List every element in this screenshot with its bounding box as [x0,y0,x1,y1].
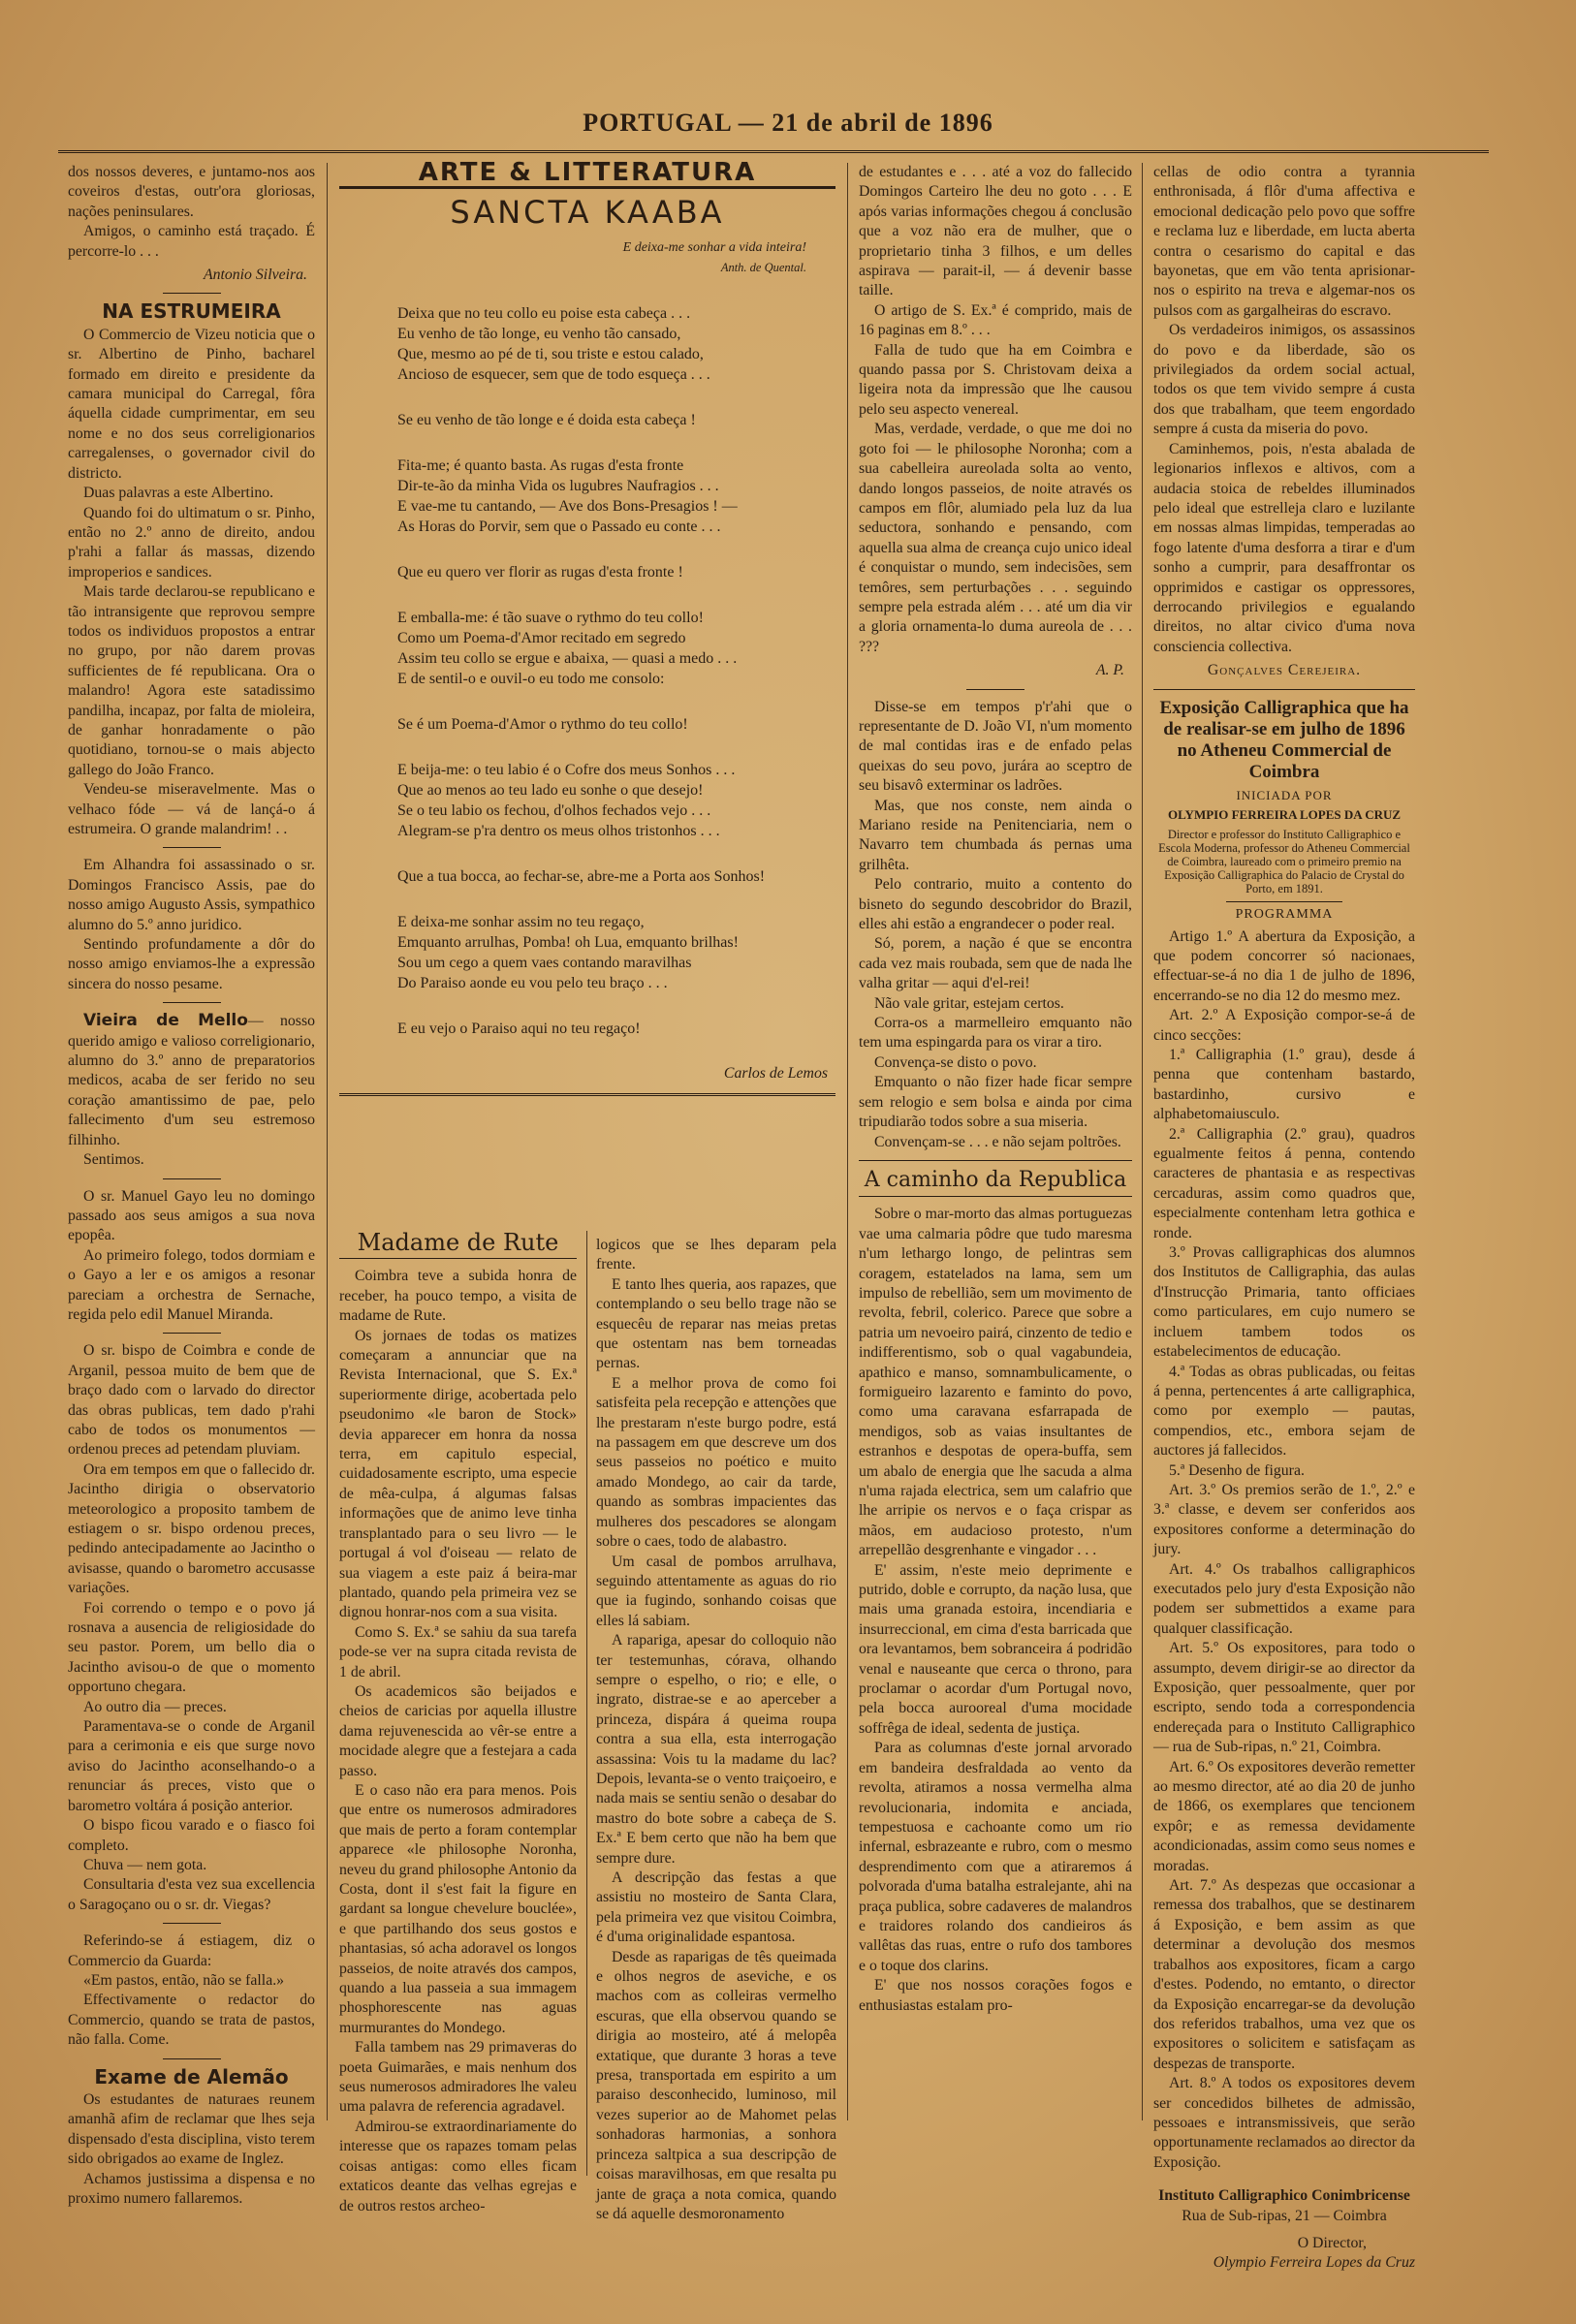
signature: Gonçalves Cerejeira. [1207,662,1362,679]
poem-line: E de sentil-o e ouvil-o eu todo me consolo: [397,670,665,687]
poem-line: Que, mesmo ao pé de ti, sou triste e estou calado, [397,345,704,362]
paragraph: Art. 6.º Os expositores deverão remetter ao mesmo director, até ao dia 20 de junho de 1866, os exemplares que tencionem expôr; e as remessa devidamente acondicionadas, assim como seus nomes e moradas. [1153,1758,1415,1874]
paragraph: Art. 2.º A Exposição compor-se-á de cinco secções: [1153,1007,1415,1044]
poem-line: Que ao menos ao teu lado eu sonhe o que desejo! [397,781,704,799]
paragraph: O Commercio de Vizeu noticia que o sr. Albertino de Pinho, bacharel formado em direito e presidente da camara municipal do Carregal, fôra áquella cidade cumprimentar, em seu nome e no dos seus correligionarios carregalenses, o governador civil do districto. [68,326,315,482]
poem-stanza [397,760,835,841]
separator [966,689,1024,690]
column-rule [847,163,848,2120]
poem-line: E beija-me: o teu labio é o Cofre dos meus Sonhos . . . [397,761,736,778]
poem-line: Alegram-se p'ra dentro os meus olhos tristonhos . . . [397,822,720,839]
poem-line: Eu venho de tão longe, eu venho tão cansado, [397,325,681,342]
article-title-madame-de-rute: Madame de Rute [339,1233,577,1259]
column-1 [68,163,315,2207]
paragraph: Art. 5.º Os expositores, para todo o assumpto, devem dirigir-se ao director da Exposição, quer pessoalmente, quer por escripto, sendo toda a correspondencia endereçada para o Instituto Calligraphico — rua de Sub-ripas, n.º 21, Coimbra. [1153,1640,1415,1756]
poem-line: E eu vejo o Paraiso aqui no teu regaço! [397,1020,641,1037]
signature: A. P. [1095,662,1124,679]
exposition-iniciada: INICIADA POR [1236,787,1333,802]
section-rule [339,1093,835,1096]
paragraph: Amigos, o caminho está traçado. É percorre-lo . . . [68,223,315,260]
paragraph: Sentimos. [83,1151,144,1169]
madame-de-rute-col-b [596,1236,836,2222]
paragraph: de estudantes e . . . até a voz do fallecido Domingos Carteiro lhe deu no goto . . . E após varias informações chegou á conclusão que a voz não era de mulher, que o proprietario tinha 3 filhos, e um delles aspirava — parait-il, — á devenir basse taille. [859,164,1132,299]
exposition-organizer: OLYMPIO FERREIRA LOPES DA CRUZ [1167,806,1402,822]
section-rule [859,1160,1132,1161]
column-rule [327,163,328,2120]
poem-title: SANCTA KAABA [450,194,725,232]
paragraph: O sr. bispo de Coimbra e conde de Arganil, pessoa muito de bem que de braço dado com o larvado do director das obras publicas, tem dado p'rahi cabo de todos os monumentos — ordenou preces ad petendam pluviam. [68,1342,315,1459]
poem-line: Do Paraiso aonde eu vou pelo teu braço . . . [397,974,668,991]
paragraph: Duas palavras a este Albertino. [83,485,274,502]
separator [163,847,221,848]
poem-stanza [397,562,835,582]
paragraph: Mais tarde declarou-se republicano e tão intransigente que reprovou sempre todos os individuos propostos a entrar no grupo, por não darem provas sufficientes de fé republicana. Ora o malandro! Agora este satadissimo pandilha, incapaz, por falta de mioleira, de ganhar honradamente o pão quotidiano, tornou-se o mais abjecto gallego do João Franco. [68,583,315,778]
paragraph: Corra-os a marmelleiro emquanto não tem uma espingarda para os virar a tiro. [859,1015,1132,1052]
paragraph: E o caso não era para menos. Pois que entre os numerosos admiradores que mais de perto a foram contemplar apparece «le philosophe Noronha, neveu du grand philosophe Antonio da Costa, dont il s'est fait la figure en gardant sa longue chevelure bouclée», e que partilhando dos seus gostos e phantasias, só acha adoravel os longos passeios, de noite através dos campos, quando a lua passeia a sua immagem phosphorescente nas aguas murmurantes do Mondego. [339,1781,577,2036]
poem-line: Como um Poema-d'Amor recitado em segredo [397,629,686,646]
paragraph: Os jornaes de todas os matizes começaram a annunciar que na Revista Internacional, que S. Ex.ª superiormente dirige, acobertada pelo pseudonimo «le baron de Stock» devia apparecer em honra da nossa terra, em capitulo especial, cuidadosamente escripto, uma especie de mêa-culpa, á algumas falsas informações que de animo leve tinha transplantado para o seu livro — le portugal á vol d'oiseau — relato de sua viagem a este paiz á beira-mar plantado, quando pela primeira vez se dignou honrar-nos com a sua visita. [339,1327,577,1621]
separator [163,1178,221,1179]
poem-stanza [397,714,835,735]
poem-line: Se o teu labio os fechou, d'olhos fechados vejo . . . [397,801,711,819]
masthead-rule [58,150,1489,153]
paragraph: Um casal de pombos arrulhava, seguindo attentamente as aguas do rio que ia fugindo, sonhando coisas que elles lá sabiam. [596,1553,836,1629]
paragraph: Quando foi do ultimatum o sr. Pinho, então no 2.º anno de direito, andou p'rahi a fallar ás massas, dizendo improperios e sandices. [68,504,315,581]
paragraph: Admirou-se extraordinariamente do interesse que os rapazes tomam pelas coisas antigas: como elles ficam extaticos deante das velhas egrejas e de outros restos archeo- [339,2118,577,2214]
poem-line: As Horas do Porvir, sem que o Passado eu conte . . . [397,518,721,535]
paragraph: 1.ª Calligraphia (1.º grau), desde á penna que contenham bastardo, bastardinho, cursivo e alphabetomaiusculo. [1153,1047,1415,1123]
poem-stanza [397,455,835,537]
paragraph: 2.ª Calligraphia (2.º grau), quadros egualmente feitos á penna, contendo caracteres de phantasia e as respectivas cercaduras, assim como quadros que, especialmente contenham letra gothica e ronde. [1153,1125,1415,1241]
column-5 [1153,163,1415,2272]
paragraph: logicos que se lhes deparam pela frente. [596,1237,836,1273]
paragraph: Ora em tempos em que o fallecido dr. Jacintho dirigia o observatorio meteorologico a proposito tambem de estiagem o sr. bispo ordenou preces, pedindo antecipadamente ao Jacintho o avisasse, quando o barometro accusasse variações. [68,1460,315,1597]
arte-litteratura-section [339,158,835,1209]
poem-line: E vae-me tu cantando, — Ave dos Bons-Presagios ! — [397,497,738,515]
column-rule [1142,163,1143,2120]
poem-line: Que a tua bocca, ao fechar-se, abre-me a Porta aos Sonhos! [397,867,766,885]
paragraph: Coimbra teve a subida honra de receber, ha pouco tempo, a visita de madame de Rute. [339,1268,577,1325]
paragraph: Só, porem, a nação é que se encontra cada vez mais roubada, sem que de nada lhe valha gritar — aqui d'el-rei! [859,935,1132,992]
paragraph: Os academicos são beijados e cheios de caricias por aquella illustre dama rejuvenescida ao vêr-se entre a mocidade alegre que a festejara a cada passo. [339,1682,577,1779]
programma-heading: PROGRAMMA [1235,906,1334,922]
paragraph: O sr. Manuel Gayo leu no domingo passado aos seus amigos a sua nova epopêa. [68,1187,315,1244]
paragraph: Falla de tudo que ha em Coimbra e quando passa por S. Christovam deixa a ligeira nota da impressão que lhe causou pelo seu aspecto venereal. [859,341,1132,418]
heading-na-estrumeira: NA ESTRUMEIRA [102,299,281,324]
section-header-arte: ARTE & LITTERATURA [339,163,835,189]
poem-line: Emquanto arrulhas, Pomba! oh Lua, emquanto brilhas! [397,933,739,951]
paragraph: Vendeu-se miseravelmente. Mas o velhaco fóde — vá de lançá-o á estrumeira. O grande malandrim! . . [68,781,315,837]
paragraph: dos nossos deveres, e juntamo-nos aos coveiros d'estas, outr'ora gloriosas, nações peninsulares. [68,164,315,220]
institute-address: Rua de Sub-ripas, 21 — Coimbra [1182,2207,1387,2224]
paragraph: «Em pastos, então, não se falla.» [83,1971,285,1989]
paragraph: A rapariga, apesar do colloquio não ter testemunhas, córava, olhando sempre o espelho, o rio; e elle, o ingrato, distrae-se e ao aperceber a princeza, dispára á queima roupa contra a sua ella, esta interrogação assassina: Vois tu la madame du lac? Depois, levanta-se o vento traiçoeiro, e nada mais se sentiu senão o desabar do mastro do bote sobre a cabeça de S. Ex.ª E bem certo que não ha bem que sempre dure. [596,1632,836,1867]
paragraph: Achamos justissima a dispensa e no proximo numero fallaremos. [68,2170,315,2207]
separator [163,1002,221,1003]
paragraph: Falla tambem nas 29 primaveras do poeta Guimarães, e mais nenhum dos seus numerosos admiradores lhe valeu uma palavra de referencia agradavel. [339,2039,577,2116]
paragraph: Sentindo profundamente a dôr do nosso amigo enviamos-lhe a expressão sincera do nosso pesame. [68,936,315,992]
poem-line: Fita-me; é quanto basta. As rugas d'esta fronte [397,456,684,474]
separator [1226,901,1342,902]
separator [163,293,221,294]
paragraph: Desde as raparigas de tês queimada e olhos negros de aseviche, e os machos com as colleiras vermelho escuras, que ella observou quando se dirigia ao mosteiro, até á melopêa extatique, que durante 3 horas a teve presa, transportada em espirito a um paraiso desconhecido, luminoso, mil vezes superior ao de Mahomet pelas sonhadoras harmonias, a sonhora princeza saltpica a sua descripção de coisas maravilhosas, em que resalta pu jante de graça a nota comica, quando se dá aquelle desmoronamento [596,1948,836,2222]
paragraph: Art. 3.º Os premios serão de 1.º, 2.º e 3.ª classe, e devem ser conferidos aos expositores conforme a determinação do jury. [1153,1481,1415,1558]
paragraph: 5.ª Desenho de figura. [1169,1461,1305,1479]
separator [163,2058,221,2059]
paragraph: Disse-se em tempos p'r'ahi que o representante de D. João VI, n'um momento de mal contidas iras e de enfado pelas queixas do seu povo, jurára ao sceptro de seu bisavô exterminar os ladrões. [859,698,1132,795]
paragraph: Convença-se disto o povo. [874,1053,1037,1071]
poem-stanza [397,410,835,430]
poem-signature: Carlos de Lemos [723,1064,828,1082]
section-rule [1153,689,1415,690]
exposition-title: Exposição Calligraphica que ha de realisar-se em julho de 1896 no Atheneu Commercial de Coimbra [1159,697,1409,782]
poem-line: E emballa-me: é tão suave o rythmo do teu collo! [397,609,704,626]
poem-line: Assim teu collo se ergue e abaixa, — quasi a medo . . . [397,649,738,667]
paragraph: Os estudantes de naturaes reunem amanhã afim de reclamar que lhes seja dispensado d'esta disciplina, visto terem sido obrigados ao exame de Inglez. [68,2090,315,2168]
article-title-a-caminho-da-republica: A caminho da Republica [859,1171,1132,1197]
paragraph: Caminhemos, pois, n'esta abalada de legionarios inflexos e altivos, com a audacia stoica de rebeldes illuminados pelo ideal que estrelleja claro e luzilante em nossas almas limpidas, temperadas ao fogo latente d'uma desforra a tirar e d'um sonho a cumprir, para desaffrontar os opprimidos e castigar os oppressores, derrocando privilegios e egualando direitos, no altar civico d'uma nova consciencia collectiva. [1153,440,1415,655]
director-label: O Director, [1297,2234,1367,2251]
paragraph: Não vale gritar, estejam certos. [874,994,1064,1012]
paragraph: Convençam-se . . . e não sejam poltrões. [874,1133,1121,1150]
paragraph: Ao outro dia — preces. [83,1698,227,1715]
paragraph: Em Alhandra foi assassinado o sr. Domingos Francisco Assis, pae do nosso amigo Augusto Assis, sympathico alumno do 5.º anno juridico. [68,857,315,933]
paragraph: Paramentava-se o conde de Arganil para a cerimonia e eis que surge novo aviso do Jacintho aconselhando-o a renunciar ás preces, visto que o barometro voltára á posição anterior. [68,1718,315,1814]
paragraph: O artigo de S. Ex.ª é comprido, mais de 16 paginas em 8.º . . . [859,301,1132,339]
paragraph: Referindo-se á estiagem, diz o Commercio da Guarda: [68,1932,315,1969]
poem-epigraph: E deixa-me sonhar a vida inteira! [622,239,806,255]
paragraph: 3.º Provas calligraphicas dos alumnos dos Institutos de Calligraphia, das aulas d'Instrucção Primaria, tanto officiaes como particulares, em cujo numero se incluem tambem todos os estabelecimentos de educação. [1153,1244,1415,1361]
paragraph: Artigo 1.º A abertura da Exposição, a que podem concorrer só nacionaes, effectuar-se-á no dia 1 de julho de 1896, encerrando-se no dia 12 do mesmo mez. [1153,927,1415,1004]
poem-stanza [397,866,835,887]
director-signature: Olympio Ferreira Lopes da Cruz [1213,2254,1415,2272]
paragraph: E' que nos nossos corações fogos e enthusiastas estalam pro- [859,1977,1132,2014]
paragraph: Mas, verdade, verdade, o que me doi no goto foi — le philosophe Noronha; com a sua cabelleira aureolada solta ao vento, dando longos passeios, de noite através os campos em flôr, alumiado pela luz da lua seductora, sonhando e pensando, com aquella sua alma de creança cujo unico ideal é conquistar o mundo, sem indecisões, sem temôres, sem perturbações . . . seguindo sempre pela estrada além . . . até um dia vir a gloria ornamenta-lo duma aureola de . . . ??? [859,421,1132,655]
separator [163,1923,221,1924]
paragraph: E tanto lhes queria, aos rapazes, que contemplando o seu bello trage não se esquecêu de reparar nas meias pretas que ostentam nas bem torneadas pernas. [596,1275,836,1372]
paragraph: Pelo contrario, muito a contento do bisneto do segundo descobridor do Brazil, elles ahi estão a engrandecer o poder real. [859,876,1132,933]
masthead: PORTUGAL — 21 de abril de 1896 [583,109,993,137]
paragraph: Chuva — nem gota. [83,1856,207,1873]
poem-epigraph-source: Anth. de Quental. [720,261,806,275]
paragraph: Mas, que nos conste, nem ainda o Mariano reside na Penitenciaria, nem o Navarro tem chumbada ás pernas uma grilhêta. [859,797,1132,873]
heading-exame-de-alemao: Exame de Alemão [94,2064,289,2088]
column-4 [859,163,1132,2179]
paragraph: Foi correndo o tempo e o povo já rosnava a ausencia de religiosidade do seu pastor. Porem, um bello dia o Jacintho avisou-o de que o momento opportuno chegara. [68,1599,315,1696]
paragraph: Os verdadeiros inimigos, os assassinos do povo e da liberdade, são os privilegiados da ordem social actual, todos os que tem vivido sempre á custa dos que trabalham, que teem engordado sempre á custa da miseria do povo. [1153,322,1415,438]
paragraph: — nosso querido amigo e valioso correligionario, alumno do 3.º anno de preparatorios medicos, acaba de ser ferido no seu coração amantissimo de pae, pelo fallecimento d'um seu estremoso filhinho. [68,1013,315,1148]
paragraph: Para as columnas d'este jornal arvorado em bandeira desfraldada ao vento da revolta, atiramos a nossa vermelha alma revolucionaria, indomita e anciada, tempestuosa e cachoante como um rio infernal, esbrazeante e rubro, com o mesmo desprendimento com que a atiraremos á polvorada d'uma batalha estralejante, ahi na praça publica, sobre cadaveres de malandros e traidores rolando dos candieiros ás vallêtas das ruas, entre o rufo dos tambores e o toque dos clarins. [859,1740,1132,1974]
paragraph: E' assim, n'este meio deprimente e putrido, doble e corrupto, da nação lusa, que mais uma granada estoira, incendiaria e insurreccional, em cima d'esta barricada que ora levantamos, bem sobranceira á podridão venal e nauseante que cerca o throno, para proclamar o acordar d'um Portugal novo, pela bocca aurooreal d'uma mocidade soffrêga de ideal, sedenta de justiça. [859,1561,1132,1737]
poem-stanza [397,912,835,993]
paragraph: E a melhor prova de como foi satisfeita pela recepção e attenções que lhe prestaram n'este burgo podre, está na passagem em que descreve um dos seus passeios no poético e muito amado Mondego, ao cair da tarde, quando as sombras impacientes das mulheres dos pescadores se alongam sobre o caes, todo de alabastro. [596,1374,836,1551]
paragraph: Ao primeiro folego, todos dormiam e o Gayo a ler e os amigos a resonar pareciam a orchestra de Sernache, regida pelo edil Manuel Miranda. [68,1246,315,1323]
poem-stanza [397,1019,835,1039]
poem-line: Se é um Poema-d'Amor o rythmo do teu collo! [397,715,688,733]
paragraph: O bispo ficou varado e o fiasco foi completo. [68,1817,315,1854]
paragraph: Emquanto o não fizer hade ficar sempre sem relogio e sem bolsa e ainda por cima tripudiarão todos sobre a sua miseria. [859,1074,1132,1131]
separator [163,1333,221,1334]
paragraph: Effectivamente o redactor do Commercio, quando se trata de pastos, não falla. Come. [68,1992,315,2049]
poem-line: Se eu venho de tão longe e é doida esta cabeça ! [397,411,696,428]
poem-line: Ancioso de esquecer, sem que de todo esqueça . . . [397,365,710,383]
paragraph: Sobre o mar-morto das almas portuguezas vae uma calmaria pôdre que tudo maresma n'um lethargo longo, de pelintras sem coragem, estatelados na lama, sem um impulso de rebellião, sem um movimento de revolta, febril, colerico. Parece que sobre a patria um nevoeiro pairá, cinzento de tedio e indifferentismo, sob o qual vagabundeia, apathico e manso, somnambulicamente, o formigueiro lazarento e faminto do povo, como uma caravana esfarrapada de mendigos, sob as vaias insultantes de estranhos e despotas de opera-buffa, sem um abalo de energia que lhe sacuda a alma n'uma rajada electrica, sem um calafrio que lhe arripie os nervos e o faça crispar as mãos, em audacioso protesto, n'um arrepellão desgrenhante e vingador . . . [859,1206,1132,1559]
paragraph: Art. 8.º A todos os expositores devem ser concedidos bilhetes de admissão, pessoaes e intransmissiveis, que serão opportunamente reclamados ao director da Exposição. [1153,2075,1415,2171]
paragraph: Como S. Ex.ª se sahiu da sua tarefa pode-se ver na supra citada revista de 1 de abril. [339,1623,577,1680]
signature: Antonio Silveira. [203,267,307,284]
poem-line: Sou um cego a quem vaes contando maravilhas [397,954,692,971]
poem-line: Deixa que no teu collo eu poise esta cabeça . . . [397,304,691,322]
paragraph: A descripção das festas a que assistiu no mosteiro de Santa Clara, pela primeira vez que visitou Coimbra, é d'uma originalidade espantosa. [596,1869,836,1946]
poem-line: E deixa-me sonhar assim no teu regaço, [397,913,645,930]
poem-stanza [397,608,835,689]
heading-vieira-de-mello: Vieira de Mello [83,1011,248,1031]
paragraph: 4.ª Todas as obras publicadas, ou feitas á penna, pertencentes á arte calligraphica, como por exemplo — pautas, compendios, etc., embora sejam de auctores já fallecidos. [1153,1363,1415,1460]
poem-line: Que eu quero ver florir as rugas d'esta fronte ! [397,563,683,581]
exposition-organizer-desc: Director e professor do Instituto Calligraphico e Escola Moderna, professor do Atheneu Commercial de Coimbra, laureado com o primeiro premio na Exposição Calligraphica do Palacio de Crystal do Porto, em 1891. [1158,827,1410,895]
column-rule [586,1231,587,2176]
poem-line: Dir-te-ão da minha Vida os lugubres Naufragios . . . [397,477,719,494]
paragraph: Art. 7.º As despezas que occasionar a remessa dos trabalhos, que se destinarem á Exposição, e bem assim as que determinar a devolução dos mesmos trabalhos aos expositores, ficam a cargo d'estes. Podendo, no emtanto, o director da Exposição encarregar-se da devolução dos referidos trabalhos, uma vez que os expositores o solicitem e satisfaçam as despezas de transporte. [1153,1877,1415,2072]
paragraph: cellas de odio contra a tyrannia enthronisada, á flôr d'uma affectiva e emocional dedicação pelo povo que soffre e reclama luz e liberdade, em lucta aberta contra o cesarismo do capital e das bayonetas, que em vão tenta aprisionar-nos o espirito na treva e algemar-nos os pulsos com as gargalheiras do escravo. [1153,164,1415,319]
madame-de-rute-col-a [339,1223,577,2214]
poem-stanza [397,303,835,385]
institute-name: Instituto Calligraphico Conimbricense [1158,2187,1410,2205]
paragraph: Consultaria d'esta vez sua excellencia o Saragoçano ou o sr. dr. Viegas? [68,1876,315,1913]
paragraph: Art. 4.º Os trabalhos calligraphicos executados pelo jury d'esta Exposição não podem ser submettidos a exame para qualquer classificação. [1153,1560,1415,1637]
